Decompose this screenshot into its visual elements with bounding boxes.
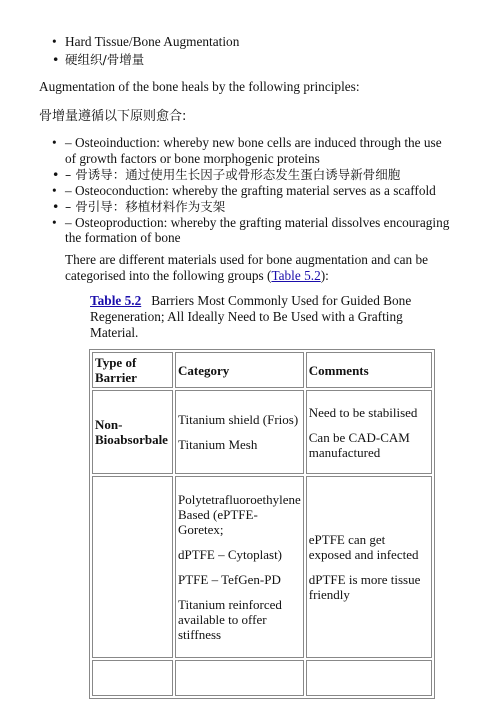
category-line: Titanium Mesh xyxy=(178,437,258,452)
cell-category xyxy=(175,476,304,658)
principle-item: • – Osteoinduction: whereby new bone cells are induced through the use of growth factors or bone morphogenic proteins xyxy=(65,135,455,166)
topic-list xyxy=(65,34,485,69)
cell-empty xyxy=(92,660,173,696)
cell-empty xyxy=(306,660,432,696)
header-type: Type of Barrier xyxy=(92,352,173,388)
cell-type: Non-Bioabsorbale xyxy=(92,390,173,474)
table-caption xyxy=(90,293,420,341)
list-item: • Hard Tissue/Bone Augmentation xyxy=(65,34,485,50)
header-category: Category xyxy=(175,352,304,388)
caption-text: Barriers Most Commonly Used for Guided Bone Regeneration; All Ideally Need to Be Used with a Grafting Material. xyxy=(90,293,412,340)
category-line: Polytetrafluoroethylene Based (ePTFE-Goretex; xyxy=(178,492,301,537)
table-header-row xyxy=(92,352,432,388)
comment-line: dPTFE is more tissue friendly xyxy=(308,572,421,602)
table-row xyxy=(92,476,432,658)
principles-list xyxy=(65,135,455,246)
materials-paragraph xyxy=(65,252,445,284)
category-line: dPTFE – Cytoplast) xyxy=(178,547,283,562)
paragraph-text: ): xyxy=(320,268,329,283)
intro-paragraph: Augmentation of the bone heals by the following principles: xyxy=(39,79,360,94)
comment-line: Can be CAD-CAM manufactured xyxy=(308,429,410,460)
cell-empty xyxy=(175,660,304,696)
table-link[interactable]: Table 5.2 xyxy=(271,268,321,283)
cell-type xyxy=(92,476,173,658)
cell-category xyxy=(175,390,304,474)
cell-comments xyxy=(306,390,432,474)
category-line: Titanium shield (Frios) xyxy=(178,412,299,427)
principle-item: • – Osteoconduction: whereby the grafting material serves as a scaffold xyxy=(65,183,455,199)
cn-heading: 骨增量遵循以下原则愈合: xyxy=(39,109,187,124)
category-line: PTFE – TefGen-PD xyxy=(178,572,281,587)
list-item: • 硬组织/骨增量 xyxy=(65,52,485,68)
table-label-link[interactable]: Table 5.2 xyxy=(90,293,142,308)
cell-comments xyxy=(306,476,432,658)
table-row xyxy=(92,390,432,474)
principle-item: • – 骨诱导：通过使用生长因子或骨形态发生蛋白诱导新骨细胞 xyxy=(65,167,455,183)
comment-line: Need to be stabilised xyxy=(308,404,418,420)
comment-line: ePTFE can get exposed and infected xyxy=(308,532,419,562)
principle-item: • – Osteoproduction: whereby the grafting material dissolves encouraging the formation of bone xyxy=(65,215,455,246)
category-line: Titanium reinforced available to offer stiffness xyxy=(178,597,282,642)
paragraph-text: There are different materials used for bone augmentation and can be categorised into the following groups ( xyxy=(65,252,429,283)
table-row xyxy=(92,660,432,696)
principle-item: • – 骨引导：移植材料作为支架 xyxy=(65,199,455,215)
header-comments: Comments xyxy=(306,352,432,388)
barriers-table xyxy=(89,349,435,699)
